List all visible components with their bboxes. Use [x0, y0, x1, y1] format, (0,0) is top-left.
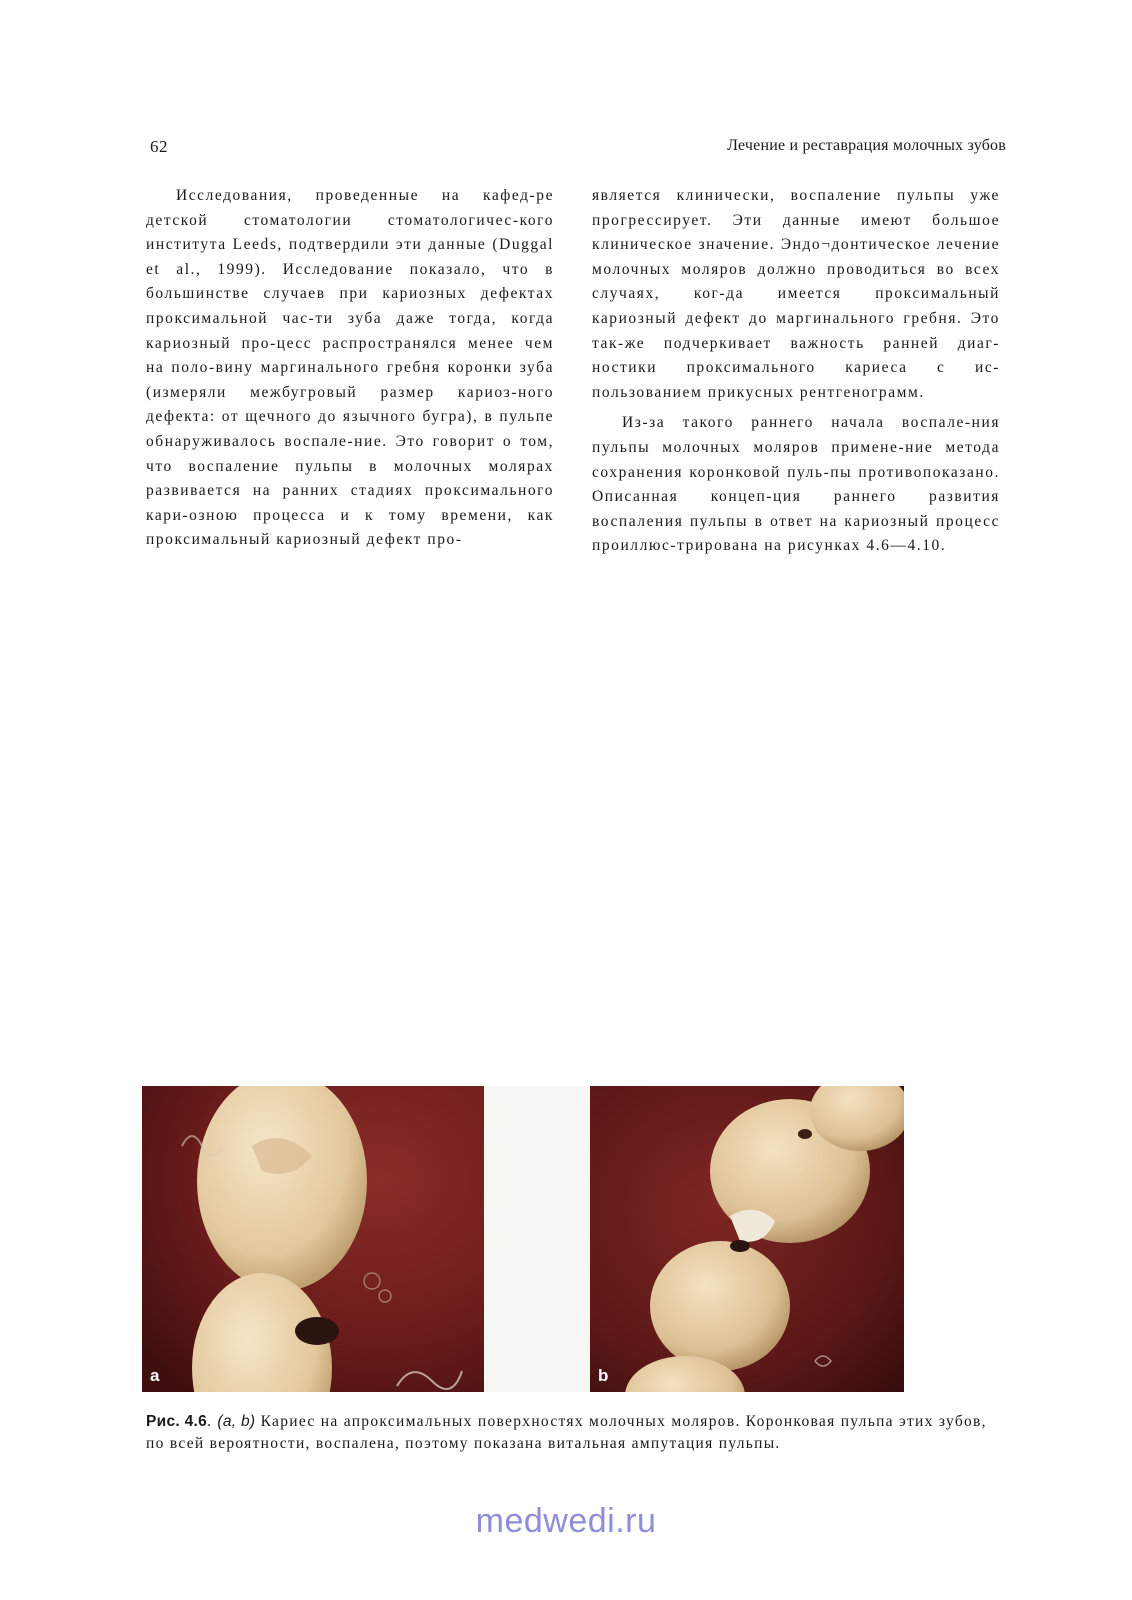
- text-line: на ранних стадиях проксимального кари-: [146, 482, 555, 524]
- text-line: Исследования, проведенные на кафед-: [176, 187, 537, 204]
- text-line: донтическое лечение молочных моляров: [592, 236, 1000, 278]
- text-line: вину маргинального гребня коронки зуба: [215, 359, 555, 377]
- teeth-photo-b: [590, 1086, 904, 1392]
- text-line: проксимальный кариозный дефект про-: [146, 531, 463, 549]
- paragraph-left-1: [146, 184, 554, 553]
- figure-gap: [484, 1086, 590, 1392]
- page-number: 62: [150, 137, 168, 156]
- text-line: пользованием прикусных рентгенограмм.: [592, 383, 925, 401]
- text-line: дефект до маргинального гребня. Это так-: [592, 309, 1000, 352]
- figure-caption: Рис. 4.6. (a, b) Кариес на апроксимальных поверхностях молочных моляров. Коронковая пульпа этих зубов, по всей вероятности, воспалена, поэтому показана витальная ампутация пульпы.: [146, 1413, 987, 1452]
- text-line: ния пульпы молочных моляров примене-: [592, 414, 1000, 456]
- caption-label: Рис. 4.6: [146, 1413, 208, 1430]
- text-line: озною процесса и к тому времени, как: [189, 506, 554, 524]
- text-line: бугра), в пульпе обнаруживалось воспале-: [146, 408, 554, 450]
- text-line: ного дефекта: от щечного до язычного: [146, 383, 554, 426]
- teeth-photo-a: [142, 1086, 484, 1392]
- paragraph-right-2: [592, 411, 1000, 559]
- text-line: ностики проксимального кариеса с ис-: [592, 359, 1000, 377]
- panel-label-b: b: [598, 1366, 609, 1385]
- text-line: же подчеркивает важность ранней диаг-: [624, 334, 1000, 352]
- running-title: Лечение и реставрация молочных зубов: [727, 137, 1006, 154]
- text-line: кариозных дефектах проксимальной час-: [146, 285, 554, 327]
- text-line: большое клиническое значение. Эндо¬: [592, 211, 1000, 254]
- text-line: данные (Duggal et al., 1999). Исследование: [146, 236, 555, 278]
- caption-text: Кариес на апроксимальных поверхностях молочных моляров. Коронковая пульпа этих зубов, по всей вероятности, воспалена, поэтому показана витальная ампутация пульпы.: [146, 1413, 987, 1452]
- text-line: уже прогрессирует. Эти данные имеют: [592, 187, 1000, 229]
- text-line: (измеряли межбугровый размер кариоз-: [146, 383, 519, 401]
- text-line: трирована на рисунках 4.6—4.10.: [677, 537, 947, 555]
- panel-label-a: a: [150, 1366, 160, 1385]
- text-line: ние метода сохранения коронковой пуль-: [592, 438, 1000, 481]
- watermark: medwedi.ru: [475, 1502, 657, 1540]
- text-line: пы противопоказано. Описанная концеп-: [592, 463, 1000, 506]
- caption-panels: (a, b): [217, 1413, 256, 1430]
- figure-4-6: [142, 1086, 904, 1392]
- text-line: цесс распространялся менее чем на поло-: [146, 334, 554, 377]
- text-line: ре детской стоматологии стоматологичес-: [146, 187, 554, 229]
- text-line: является клинически, воспаление пульпы: [592, 187, 971, 204]
- text-line: Из-за такого раннего начала воспале-: [622, 414, 972, 432]
- text-line: кого института Leeds, подтвердили эти: [146, 211, 554, 254]
- text-line: да имеется проксимальный кариозный: [592, 285, 1000, 327]
- text-line: ция раннего развития воспаления пульпы: [592, 488, 1000, 530]
- paragraph-right-1: [592, 184, 1000, 405]
- text-line: в ответ на кариозный процесс проиллюс-: [592, 512, 1000, 555]
- text-line: ти зуба даже тогда, когда кариозный про-: [146, 309, 555, 352]
- text-line: ние. Это говорит о том, что воспаление: [146, 432, 554, 475]
- text-line: должно проводиться во всех случаях, ког-: [592, 260, 1000, 303]
- right-column: [592, 184, 1000, 559]
- photo-panel-b: [590, 1086, 904, 1392]
- left-column: [146, 184, 554, 553]
- photo-panel-a: [142, 1086, 484, 1392]
- text-line: пульпы в молочных молярах развивается: [146, 457, 554, 500]
- text-line: показало, что в большинстве случаев при: [146, 260, 554, 303]
